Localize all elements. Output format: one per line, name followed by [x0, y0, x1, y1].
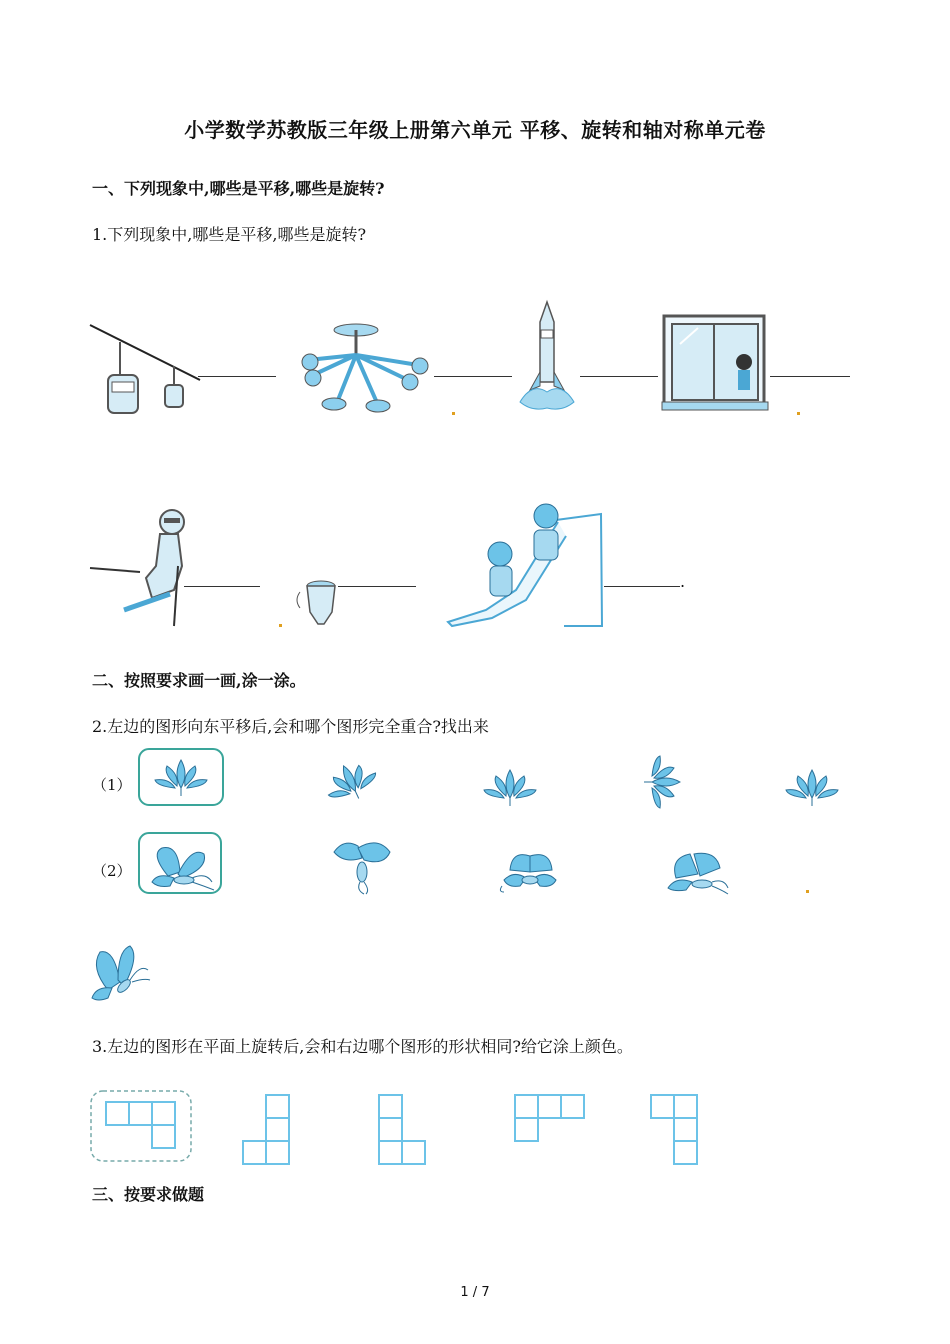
shape-option-c[interactable]: [514, 1094, 588, 1144]
answer-blank-6[interactable]: [338, 586, 416, 587]
question-2: 2.左边的图形向东平移后,会和哪个图形完全重合?找出来: [92, 717, 489, 736]
shape-option-d[interactable]: [650, 1094, 700, 1166]
cable-car-image: [90, 320, 200, 420]
playground-slide-image: [446, 500, 606, 630]
skier-image: [90, 506, 190, 628]
lotus-option-b[interactable]: [480, 766, 540, 810]
dot-mark: [806, 890, 809, 893]
lotus-reference-box: [138, 748, 224, 806]
lotus-option-c[interactable]: [636, 754, 684, 812]
dot-mark: [279, 624, 282, 627]
carousel-ride-image: [298, 320, 438, 416]
question-1: 1.下列现象中,哪些是平移,哪些是旋转?: [92, 225, 367, 244]
sliding-window-image: [662, 314, 772, 414]
lotus-option-d[interactable]: [782, 768, 842, 810]
shape-option-a[interactable]: [242, 1094, 292, 1166]
spinning-top-image: [294, 576, 340, 630]
answer-blank-4[interactable]: [770, 376, 850, 377]
section-heading-2: 二、按照要求画一画,涂一涂。: [92, 671, 306, 690]
section-heading-1: 一、下列现象中,哪些是平移,哪些是旋转?: [92, 179, 385, 198]
section-heading-3: 三、按要求做题: [92, 1185, 205, 1204]
dot-mark: [797, 412, 800, 415]
butterfly-option-d[interactable]: [88, 940, 152, 1004]
lotus-option-a[interactable]: [322, 758, 382, 810]
item-label-1: （1）: [92, 776, 132, 794]
shape-option-b[interactable]: [378, 1094, 428, 1166]
answer-blank-3[interactable]: [580, 376, 658, 377]
trailing-period: .: [680, 572, 686, 591]
item-label-2: （2）: [92, 862, 132, 880]
answer-blank-2[interactable]: [434, 376, 512, 377]
butterfly-reference-box: [138, 832, 222, 894]
page-number: 1 / 7: [460, 1285, 490, 1300]
rocket-launch-image: [512, 302, 582, 414]
dot-mark: [452, 412, 455, 415]
answer-blank-5[interactable]: [184, 586, 260, 587]
question-3: 3.左边的图形在平面上旋转后,会和右边哪个图形的形状相同?给它涂上颜色。: [92, 1037, 633, 1056]
shape-reference-box: [90, 1090, 192, 1162]
butterfly-option-c[interactable]: [662, 846, 732, 894]
butterfly-option-a[interactable]: [326, 836, 396, 896]
answer-blank-7[interactable]: [604, 586, 680, 587]
answer-blank-1[interactable]: [198, 376, 276, 377]
page-title: 小学数学苏教版三年级上册第六单元 平移、旋转和轴对称单元卷: [184, 118, 766, 142]
butterfly-option-b[interactable]: [494, 846, 564, 894]
